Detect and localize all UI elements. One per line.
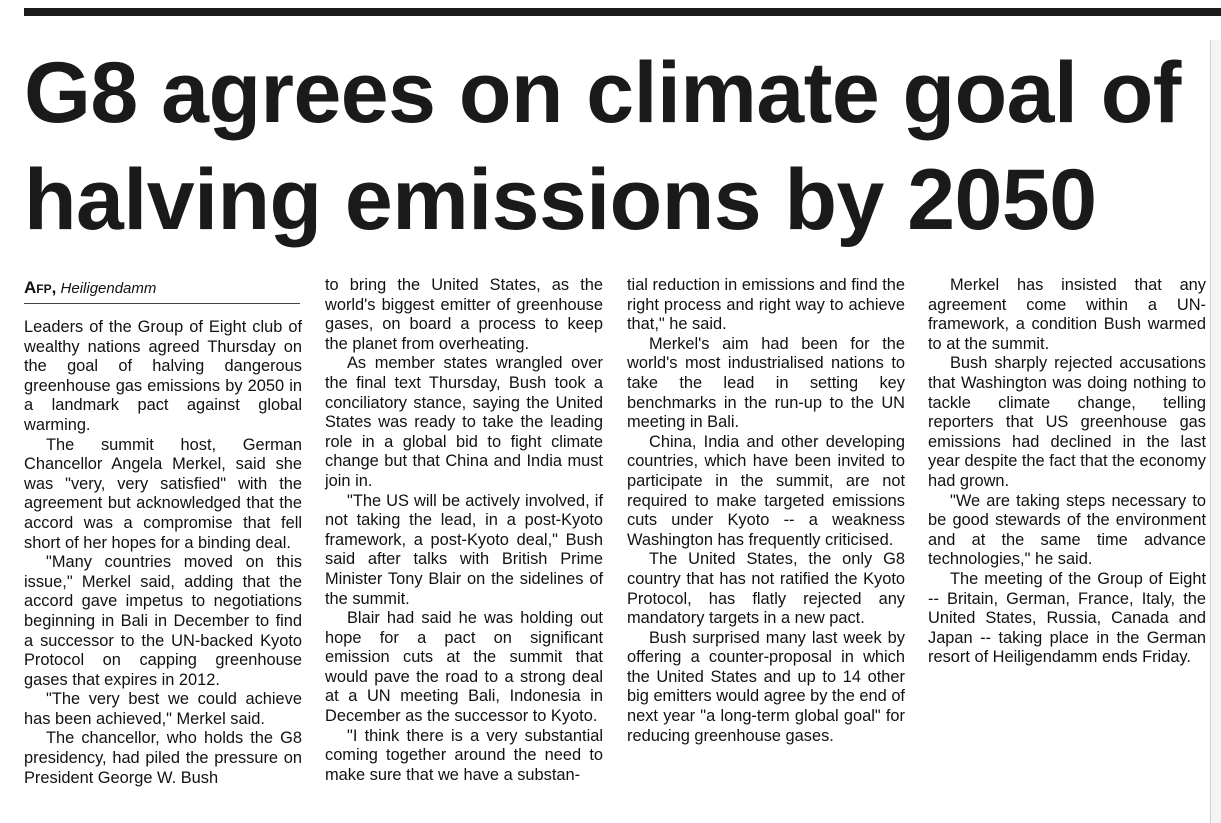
paragraph: The summit host, German Chancellor Angela Merkel, said she was "very, very satisfied" with the agreement but acknowledged that the accord was a compromise that fell short of her hopes for a binding deal.	[24, 435, 302, 552]
paragraph: tial reduction in emissions and find the right process and right way to achieve that," he said.	[627, 276, 905, 334]
article-column-3	[627, 276, 905, 746]
article-column-2	[325, 276, 603, 785]
paragraph: to bring the United States, as the world's biggest emitter of greenhouse gases, on board a process to keep the planet from overheating.	[325, 276, 603, 353]
paragraph: Bush surprised many last week by offering a counter-proposal in which the United States and up to 14 other big emitters would agree by the end of next year "a long-term global goal" for reducing greenhouse gases.	[627, 628, 905, 745]
paragraph: As member states wrangled over the final text Thursday, Bush took a conciliatory stance, saying the United States was ready to take the leading role in a global bid to fight climate change but that China and India must join in.	[325, 354, 603, 490]
paragraph: Blair had said he was holding out hope for a pact on significant emission cuts at the summit that would pave the road to a strong deal at a UN meeting Bali, Indonesia in December as the successor to Kyoto.	[325, 609, 603, 726]
headline-line-1: G8 agrees on climate goal of	[24, 45, 1181, 141]
byline-place: Heiligendamm	[60, 280, 157, 297]
paragraph: Leaders of the Group of Eight club of wealthy nations agreed Thursday on the goal of halving dangerous greenhouse gas emissions by 2050 in a landmark pact against global warming.	[24, 318, 302, 434]
article-column-1	[24, 318, 302, 788]
paragraph: The chancellor, who holds the G8 presidency, had piled the pressure on President George W. Bush	[24, 729, 302, 787]
top-rule	[24, 8, 1221, 16]
byline-source: Afp,	[24, 278, 57, 297]
headline	[24, 40, 1214, 254]
adjacent-page-edge	[1210, 40, 1221, 823]
byline	[24, 278, 300, 304]
paragraph: "I think there is a very substantial coming together around the need to make sure that we have a substan-	[325, 726, 603, 784]
paragraph: "Many countries moved on this issue," Merkel said, adding that the accord gave impetus to negotiations beginning in Bali in December to find a successor to the UN-backed Kyoto Protocol on capping greenhouse gases that expires in 2012.	[24, 553, 302, 689]
paragraph: Merkel's aim had been for the world's most industrialised nations to take the lead in setting key benchmarks in the run-up to the UN meeting in Bali.	[627, 334, 905, 432]
paragraph: Merkel has insisted that any agreement come within a UN-framework, a condition Bush warmed to at the summit.	[928, 276, 1206, 353]
paragraph: Bush sharply rejected accusations that Washington was doing nothing to tackle climate change, telling reporters that US greenhouse gas emissions had declined in the last year despite the fact that the economy had grown.	[928, 354, 1206, 490]
paragraph: "The very best we could achieve has been achieved," Merkel said.	[24, 690, 302, 728]
paragraph: "We are taking steps necessary to be good stewards of the environment and at the same time advance technologies," he said.	[928, 491, 1206, 569]
paragraph: The meeting of the Group of Eight -- Britain, German, France, Italy, the United States, Russia, Canada and Japan -- taking place in the German resort of Heiligendamm ends Friday.	[928, 569, 1206, 667]
paragraph: The United States, the only G8 country that has not ratified the Kyoto Protocol, has flatly rejected any mandatory targets in a new pact.	[627, 550, 905, 628]
article-column-4	[928, 276, 1206, 668]
paragraph: "The US will be actively involved, if not taking the lead, in a post-Kyoto framework, a post-Kyoto deal," Bush said after talks with British Prime Minister Tony Blair on the sidelines of the summit.	[325, 491, 603, 608]
headline-line-2: halving emissions by 2050	[24, 152, 1097, 248]
paragraph: China, India and other developing countries, which have been invited to participate in the summit, are not required to make targeted emissions cuts under Kyoto -- a weakness Washington has frequently criticised.	[627, 432, 905, 549]
